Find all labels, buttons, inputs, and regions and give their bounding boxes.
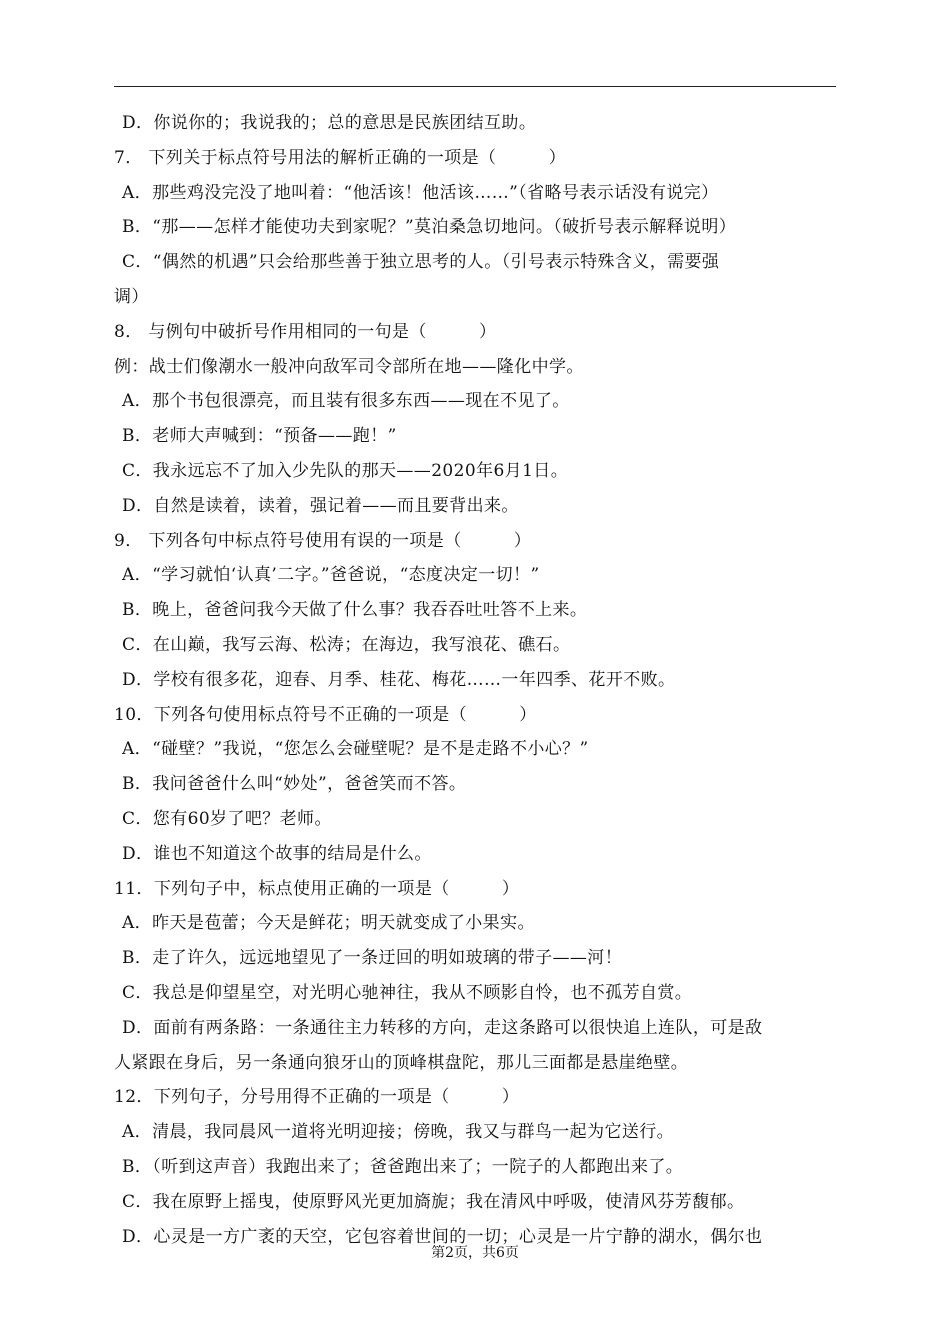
- q6-option-d: D．你说你的；我说我的；总的意思是民族团结互助。: [122, 113, 537, 133]
- q12-stem: 12．下列句子，分号用得不正确的一项是（ ）: [114, 1087, 520, 1108]
- q7-option-b: B．“那——怎样才能使功夫到家呢？”莫泊桑急切地问。（破折号表示解释说明）: [122, 217, 737, 238]
- q9-option-c: C．在山巅，我写云海、松涛；在海边，我写浪花、礁石。: [122, 634, 571, 655]
- q10-option-b: B．我问爸爸什么叫“妙处”，爸爸笑而不答。: [122, 774, 467, 795]
- q8-option-b: B．老师大声喊到：“预备——跑！”: [122, 426, 397, 447]
- q7-option-c: C．“偶然的机遇”只会给那些善于独立思考的人。（引号表示特殊含义，需要强: [122, 252, 720, 273]
- q8-stem: 8． 与例句中破折号作用相同的一句是（ ）: [114, 321, 497, 342]
- q9-option-d: D．学校有很多花，迎春、月季、桂花、梅花……一年四季、花开不败。: [122, 669, 676, 690]
- q11-option-b: B．走了许久，远远地望见了一条迂回的明如玻璃的带子——河！: [122, 948, 623, 969]
- q7-stem: 7． 下列关于标点符号用法的解析正确的一项是（ ）: [114, 147, 567, 168]
- q8-option-c: C．我永远忘不了加入少先队的那天——2020年6月1日。: [122, 460, 569, 481]
- q8-option-d: D．自然是读着，读着，强记着——而且要背出来。: [122, 495, 519, 516]
- q8-example: 例：战士们像潮水一般冲向敌军司令部所在地——隆化中学。: [114, 356, 584, 377]
- q10-option-a: A．“碰壁？”我说，“您怎么会碰壁呢？是不是走路不小心？”: [122, 739, 589, 760]
- q12-option-a: A．清晨，我同晨风一道将光明迎接；傍晚，我又与群鸟一起为它送行。: [122, 1122, 675, 1143]
- question-content: [114, 106, 836, 1254]
- q10-stem: 10．下列各句使用标点符号不正确的一项是（ ）: [114, 704, 537, 725]
- q9-option-a: A．“学习就怕‘认真’二字。”爸爸说，“态度决定一切！”: [122, 565, 540, 586]
- q12-option-d: D．心灵是一方广袤的天空，它包容着世间的一切；心灵是一片宁静的湖水，偶尔也: [122, 1226, 763, 1247]
- q11-option-d: D．面前有两条路：一条通往主力转移的方向，走这条路可以很快追上连队，可是敌: [122, 1017, 763, 1038]
- header-rule: [114, 86, 836, 87]
- q12-option-c: C．我在原野上摇曳，使原野风光更加旖旎；我在清风中呼吸，使清风芬芳馥郁。: [122, 1191, 745, 1212]
- q11-option-a: A．昨天是苞蕾；今天是鲜花；明天就变成了小果实。: [122, 913, 535, 934]
- q11-option-c: C．我总是仰望星空，对光明心驰神往，我从不顾影自怜，也不孤芳自赏。: [122, 982, 693, 1003]
- q9-stem: 9． 下列各句中标点符号使用有误的一项是（ ）: [114, 530, 532, 551]
- page-footer: 第2页，共6页: [431, 1245, 519, 1261]
- q8-option-a: A．那个书包很漂亮，而且装有很多东西——现在不见了。: [122, 391, 570, 412]
- q10-option-d: D．谁也不知道这个故事的结局是什么。: [122, 843, 432, 864]
- q11-option-d-cont: 人紧跟在身后，另一条通向狼牙山的顶峰棋盘陀，那儿三面都是悬崖绝壁。: [114, 1052, 689, 1073]
- q12-option-b: B．（听到这声音）我跑出来了；爸爸跑出来了；一院子的人都跑出来了。: [122, 1156, 684, 1177]
- q10-option-c: C．您有60岁了吧？老师。: [122, 808, 332, 829]
- q11-stem: 11．下列句子中，标点使用正确的一项是（ ）: [114, 878, 520, 899]
- q7-option-c-cont: 调）: [114, 286, 149, 307]
- q9-option-b: B．晚上，爸爸问我今天做了什么事？我吞吞吐吐答不上来。: [122, 600, 588, 621]
- q7-option-a: A．那些鸡没完没了地叫着：“他活该！他活该……”（省略号表示话没有说完）: [122, 182, 719, 203]
